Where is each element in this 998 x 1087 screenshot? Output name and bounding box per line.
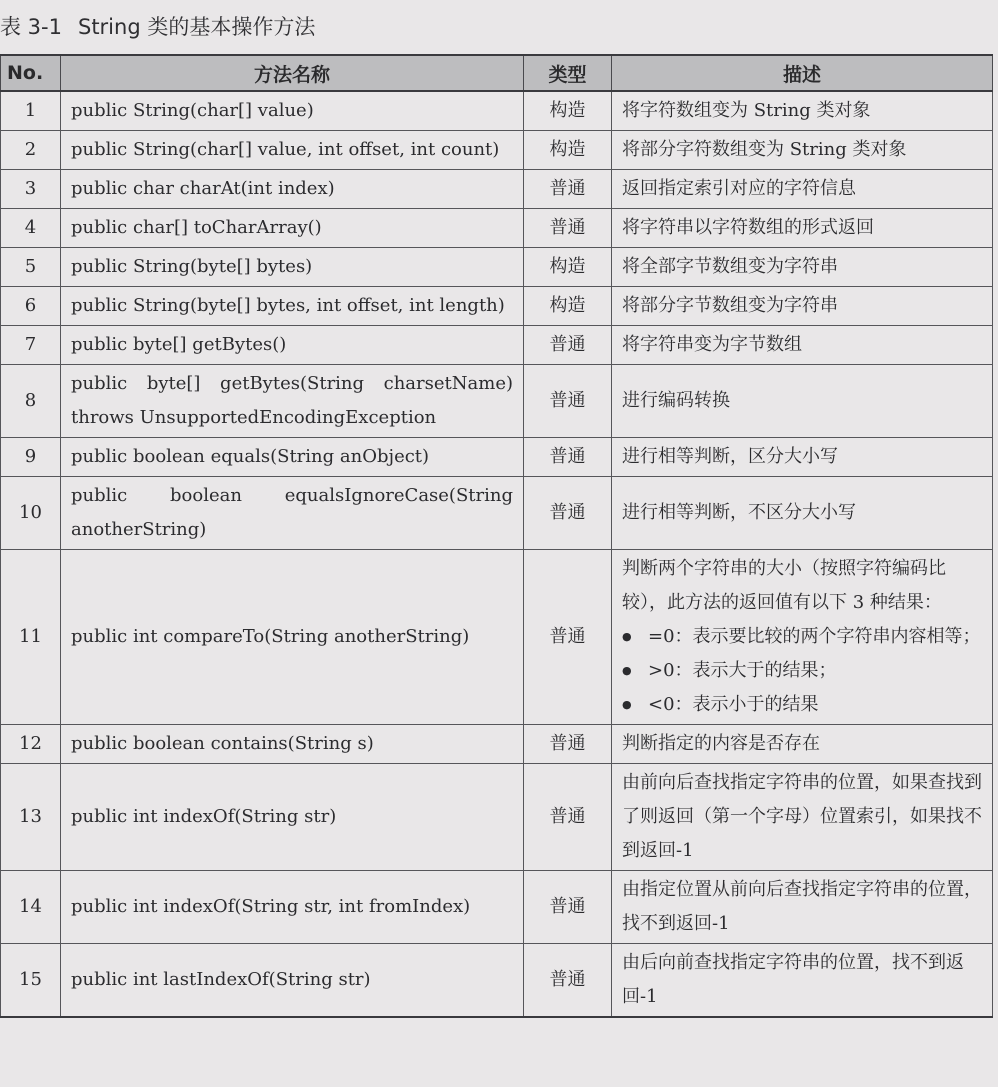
- row-number: 4: [1, 209, 61, 248]
- method-name: public char[] toCharArray(): [61, 209, 524, 248]
- row-number: 15: [1, 944, 61, 1018]
- method-name: public int lastIndexOf(String str): [61, 944, 524, 1018]
- method-type: 普通: [524, 725, 612, 764]
- table-row: [1, 871, 993, 944]
- method-type: 构造: [524, 131, 612, 170]
- description-text: 进行相等判断，不区分大小写: [622, 502, 856, 523]
- table-row: [1, 248, 993, 287]
- method-description: [612, 871, 993, 944]
- header-description: 描述: [612, 55, 993, 91]
- method-name: public byte[] getBytes(): [61, 326, 524, 365]
- method-description: [612, 365, 993, 438]
- method-description: [612, 209, 993, 248]
- table-row: [1, 91, 993, 131]
- method-name: public int indexOf(String str): [61, 764, 524, 871]
- header-method-name: 方法名称: [61, 55, 524, 91]
- row-number: 13: [1, 764, 61, 871]
- method-description: [612, 550, 993, 725]
- method-type: 普通: [524, 944, 612, 1018]
- description-text: 进行编码转换: [622, 390, 730, 411]
- bullet-text: >0：表示大于的结果；: [648, 660, 837, 681]
- description-text: 返回指定索引对应的字符信息: [622, 178, 856, 199]
- method-type: 普通: [524, 550, 612, 725]
- method-type: 普通: [524, 764, 612, 871]
- bullet-dot-icon: [622, 688, 648, 722]
- method-description: [612, 326, 993, 365]
- method-name: public int indexOf(String str, int fromIndex): [61, 871, 524, 944]
- table-row: [1, 764, 993, 871]
- method-type: 普通: [524, 438, 612, 477]
- bullet-text: =0：表示要比较的两个字符串内容相等；: [648, 626, 981, 647]
- method-type: 普通: [524, 209, 612, 248]
- method-name: public String(byte[] bytes, int offset, int length): [61, 287, 524, 326]
- table-body: [1, 91, 993, 1017]
- table-caption-title: String 类的基本操作方法: [77, 15, 316, 39]
- description-text: 进行相等判断，区分大小写: [622, 446, 838, 467]
- row-number: 2: [1, 131, 61, 170]
- description-bullet: [622, 620, 982, 654]
- table-row: [1, 365, 993, 438]
- method-description: [612, 477, 993, 550]
- description-text: 将部分字符数组变为 String 类对象: [622, 139, 907, 160]
- bullet-dot-icon: [622, 654, 648, 688]
- method-type: 普通: [524, 365, 612, 438]
- method-name: public boolean equals(String anObject): [61, 438, 524, 477]
- description-text: 由指定位置从前向后查找指定字符串的位置，找不到返回-1: [622, 879, 982, 934]
- table-caption-number: 表 3-1: [0, 15, 62, 39]
- row-number: 1: [1, 91, 61, 131]
- method-description: [612, 438, 993, 477]
- table-row: [1, 944, 993, 1018]
- description-text: 判断两个字符串的大小（按照字符编码比较），此方法的返回值有以下 3 种结果：: [622, 558, 946, 613]
- table-row: [1, 170, 993, 209]
- table-row: [1, 326, 993, 365]
- method-type: 构造: [524, 91, 612, 131]
- table-row: [1, 725, 993, 764]
- description-text: 判断指定的内容是否存在: [622, 733, 820, 754]
- method-type: 普通: [524, 170, 612, 209]
- method-description: [612, 287, 993, 326]
- string-methods-table: [0, 54, 993, 1018]
- description-text: 将全部字节数组变为字符串: [622, 256, 838, 277]
- table-caption: [0, 12, 315, 42]
- description-bullet: [622, 688, 982, 722]
- method-name: public String(char[] value): [61, 91, 524, 131]
- row-number: 3: [1, 170, 61, 209]
- table-row: [1, 287, 993, 326]
- header-type: 类型: [524, 55, 612, 91]
- table-row: [1, 209, 993, 248]
- description-text: 由后向前查找指定字符串的位置，找不到返回-1: [622, 952, 964, 1007]
- method-description: [612, 91, 993, 131]
- method-type: 构造: [524, 248, 612, 287]
- method-description: [612, 764, 993, 871]
- description-text: 将字符数组变为 String 类对象: [622, 100, 871, 121]
- description-text: 将字符串变为字节数组: [622, 334, 802, 355]
- bullet-dot-icon: [622, 620, 648, 654]
- table-header-row: [1, 55, 993, 91]
- method-description: [612, 131, 993, 170]
- row-number: 7: [1, 326, 61, 365]
- table-row: [1, 438, 993, 477]
- description-bullet: [622, 654, 982, 688]
- description-text: 将部分字节数组变为字符串: [622, 295, 838, 316]
- method-name: public String(char[] value, int offset, int count): [61, 131, 524, 170]
- header-no: No.: [1, 55, 61, 91]
- table-row: [1, 550, 993, 725]
- method-name: public byte[] getBytes(String charsetName) throws UnsupportedEncodingException: [61, 365, 524, 438]
- method-description: [612, 944, 993, 1018]
- row-number: 11: [1, 550, 61, 725]
- method-description: [612, 248, 993, 287]
- row-number: 14: [1, 871, 61, 944]
- method-type: 构造: [524, 287, 612, 326]
- description-text: 由前向后查找指定字符串的位置，如果查找到了则返回（第一个字母）位置索引，如果找不到返回-1: [622, 772, 982, 861]
- method-description: [612, 170, 993, 209]
- table-row: [1, 131, 993, 170]
- table-row: [1, 477, 993, 550]
- method-name: public String(byte[] bytes): [61, 248, 524, 287]
- method-name: public char charAt(int index): [61, 170, 524, 209]
- row-number: 9: [1, 438, 61, 477]
- row-number: 6: [1, 287, 61, 326]
- row-number: 10: [1, 477, 61, 550]
- method-name: public int compareTo(String anotherString): [61, 550, 524, 725]
- method-name: public boolean equalsIgnoreCase(String anotherString): [61, 477, 524, 550]
- method-name: public boolean contains(String s): [61, 725, 524, 764]
- bullet-text: <0：表示小于的结果: [648, 694, 819, 715]
- row-number: 12: [1, 725, 61, 764]
- method-type: 普通: [524, 326, 612, 365]
- method-type: 普通: [524, 477, 612, 550]
- row-number: 8: [1, 365, 61, 438]
- description-text: 将字符串以字符数组的形式返回: [622, 217, 874, 238]
- method-type: 普通: [524, 871, 612, 944]
- row-number: 5: [1, 248, 61, 287]
- method-description: [612, 725, 993, 764]
